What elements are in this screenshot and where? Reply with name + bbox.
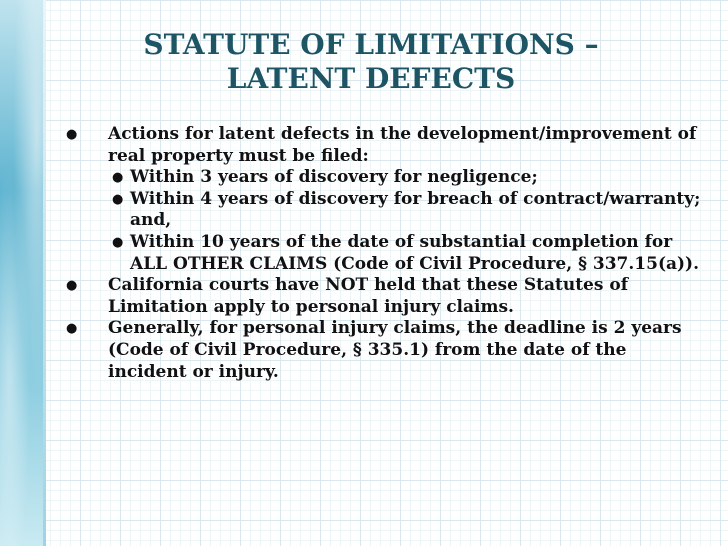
list-item bbox=[66, 318, 706, 383]
list-item bbox=[66, 124, 706, 275]
bullet-icon: ● bbox=[112, 234, 124, 250]
sub-bullet-text: Within 10 years of the date of substantial completion for ALL OTHER CLAIMS (Code of Civil Procedure, § 337.15(a)). bbox=[130, 231, 700, 274]
sub-bullet-list bbox=[98, 167, 706, 275]
slide-title bbox=[76, 28, 666, 96]
sub-bullet-text: Within 4 years of discovery for breach of contract/warranty; and, bbox=[130, 188, 701, 231]
sub-list-item bbox=[98, 167, 706, 189]
bullet-icon: ● bbox=[66, 321, 78, 337]
sub-list-item bbox=[98, 189, 706, 232]
bullet-list bbox=[66, 124, 706, 383]
bullet-icon: ● bbox=[66, 127, 78, 142]
sub-list-item bbox=[98, 232, 706, 275]
sub-bullet-text: Within 3 years of discovery for negligence; bbox=[130, 167, 538, 188]
bullet-icon: ● bbox=[112, 191, 124, 207]
bullet-icon: ● bbox=[112, 170, 124, 186]
title-line-2: LATENT DEFECTS bbox=[226, 62, 516, 95]
bullet-icon: ● bbox=[66, 278, 78, 294]
bullet-text: Generally, for personal injury claims, the deadline is 2 years (Code of Civil Procedure, § 335.1) from the date of the incident or injury. bbox=[108, 318, 682, 382]
bullet-text: California courts have NOT held that these Statutes of Limitation apply to personal injury claims. bbox=[108, 275, 629, 317]
title-line-1: STATUTE OF LIMITATIONS – bbox=[143, 28, 599, 61]
bullet-text: Actions for latent defects in the development/improvement of real property must be filed: bbox=[108, 124, 697, 166]
list-item bbox=[66, 275, 706, 318]
decorative-side-bar bbox=[0, 0, 46, 546]
